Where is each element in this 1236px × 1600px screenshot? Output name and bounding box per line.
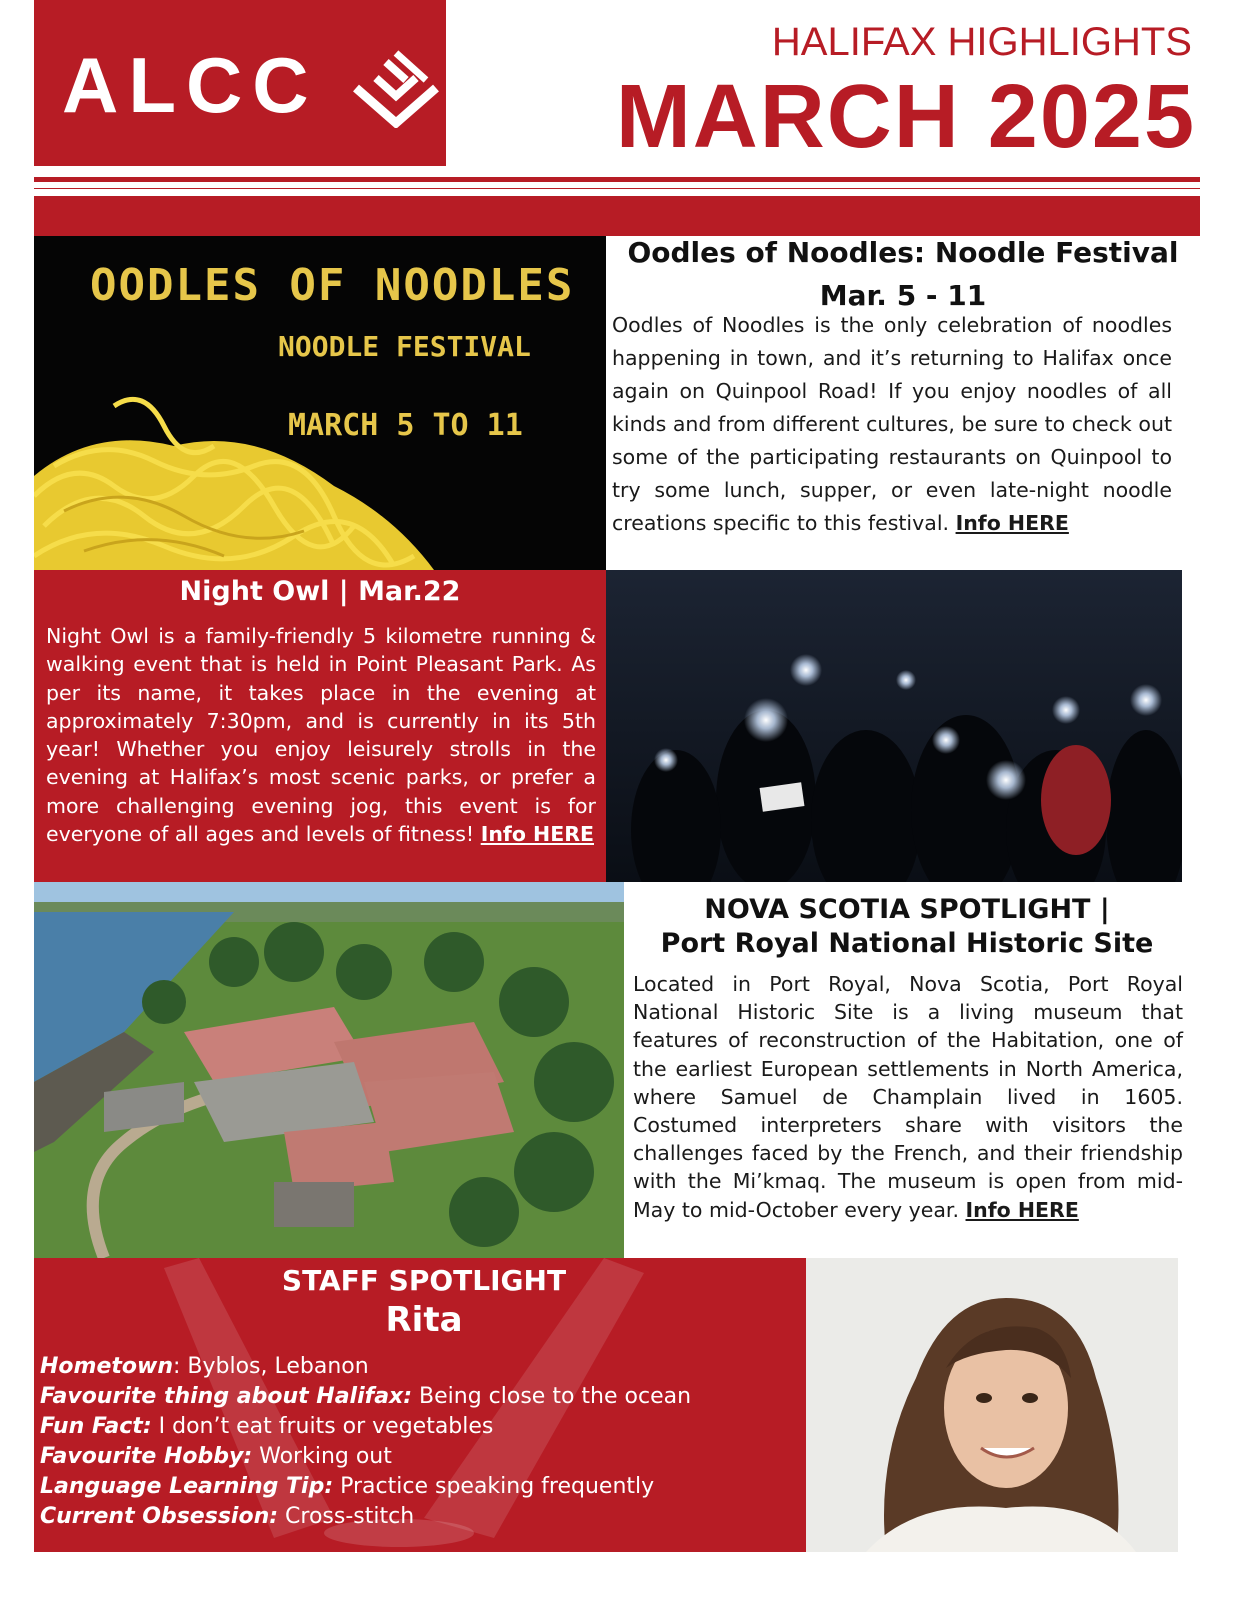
staff-spotlight-heading: STAFF SPOTLIGHT bbox=[281, 1264, 567, 1297]
header-rule-thin bbox=[34, 188, 1200, 189]
noodle-info-link[interactable]: Info HERE bbox=[955, 511, 1069, 535]
fact-label: Fun Fact: bbox=[40, 1414, 152, 1439]
fact-label: Current Obsession: bbox=[40, 1504, 279, 1529]
noodle-festival-poster bbox=[34, 236, 606, 570]
newsletter-title: MARCH 2025 bbox=[615, 67, 1196, 167]
fact-value: Working out bbox=[252, 1444, 392, 1469]
night-owl-description bbox=[46, 622, 596, 848]
fact-label: Language Learning Tip: bbox=[40, 1474, 334, 1499]
fact-value: Being close to the ocean bbox=[412, 1384, 692, 1409]
staff-name: Rita bbox=[385, 1300, 463, 1340]
port-royal-photo bbox=[34, 882, 624, 1258]
fact-label: Favourite Hobby: bbox=[40, 1444, 253, 1469]
fact-label: Hometown bbox=[40, 1354, 173, 1379]
noodle-festival-title: Oodles of Noodles: Noodle Festival bbox=[627, 236, 1179, 269]
alcc-logo-icon bbox=[346, 48, 446, 128]
logo-block bbox=[34, 0, 446, 166]
newsletter-subtitle: HALIFAX HIGHLIGHTS bbox=[771, 20, 1192, 64]
noodle-festival-body: Oodles of Noodles is the only celebration of noodles happening in town, and it’s returning to Halifax once again on Quinpool Road! If you enjoy noodles of all kinds and from different cultures, be sure to check out some of the participating restaurants on Quinpool to try some lunch, supper, or even late-night noodle creations specific to this festival. bbox=[612, 313, 1172, 535]
night-owl-panel bbox=[34, 570, 606, 882]
night-owl-body: Night Owl is a family-friendly 5 kilometre running & walking event that is held in Point Pleasant Park. As per its name, it takes place in the evening at approximately 7:30pm, and is currently in its 5th year! Whether you enjoy leisurely strolls in the evening at Halifax’s most scenic parks, or prefer a more challenging evening jog, this event is for everyone of all ages and levels of fitness! bbox=[46, 624, 596, 847]
poster-line-1: OODLES OF NOODLES bbox=[90, 260, 575, 311]
staff-fact-favourite-halifax bbox=[40, 1382, 800, 1412]
staff-spotlight-panel bbox=[34, 1258, 806, 1552]
staff-fact-obsession bbox=[40, 1502, 800, 1532]
poster-line-3: MARCH 5 TO 11 bbox=[288, 408, 523, 443]
noodle-festival-description bbox=[612, 309, 1172, 540]
staff-photo bbox=[806, 1258, 1178, 1552]
port-royal-body: Located in Port Royal, Nova Scotia, Port Royal National Historic Site is a living museum that features of reconstruction of the Habitation, one of the earliest European settlements in North America, where Samuel de Champlain lived in 1605. Costumed interpreters share with visitors the challenges faced by the French, and their friendship with the Mi’kmaq. The museum is open from mid-May to mid-October every year. bbox=[633, 972, 1183, 1222]
nova-scotia-spotlight-title-2: Port Royal National Historic Site bbox=[660, 928, 1154, 959]
fact-value: I don’t eat fruits or vegetables bbox=[151, 1414, 494, 1439]
runners-at-night-image bbox=[606, 570, 1182, 882]
fact-value: Practice speaking frequently bbox=[333, 1474, 655, 1499]
staff-portrait-image bbox=[806, 1258, 1178, 1552]
noodles-image bbox=[34, 366, 606, 570]
header-rule bbox=[34, 177, 1200, 182]
noodle-festival-dates: Mar. 5 - 11 bbox=[819, 279, 987, 312]
staff-fact-language-tip bbox=[40, 1472, 800, 1502]
port-royal-aerial-image bbox=[34, 882, 624, 1258]
night-owl-info-link[interactable]: Info HERE bbox=[480, 822, 594, 847]
staff-fact-hometown bbox=[40, 1352, 800, 1382]
staff-fact-hobby bbox=[40, 1442, 800, 1472]
fact-value: Cross-stitch bbox=[278, 1504, 415, 1529]
port-royal-info-link[interactable]: Info HERE bbox=[965, 1197, 1079, 1222]
staff-facts bbox=[40, 1352, 800, 1532]
nova-scotia-spotlight-title-1: NOVA SCOTIA SPOTLIGHT | bbox=[704, 894, 1110, 925]
poster-line-2: NOODLE FESTIVAL bbox=[278, 330, 531, 363]
night-owl-title: Night Owl | Mar.22 bbox=[179, 576, 461, 607]
fact-label: Favourite thing about Halifax: bbox=[40, 1384, 413, 1409]
port-royal-description bbox=[633, 970, 1183, 1224]
header-band bbox=[34, 196, 1200, 236]
logo-text: ALCC bbox=[62, 41, 319, 129]
night-owl-photo bbox=[606, 570, 1182, 882]
fact-value: : Byblos, Lebanon bbox=[173, 1354, 369, 1379]
staff-fact-fun-fact bbox=[40, 1412, 800, 1442]
